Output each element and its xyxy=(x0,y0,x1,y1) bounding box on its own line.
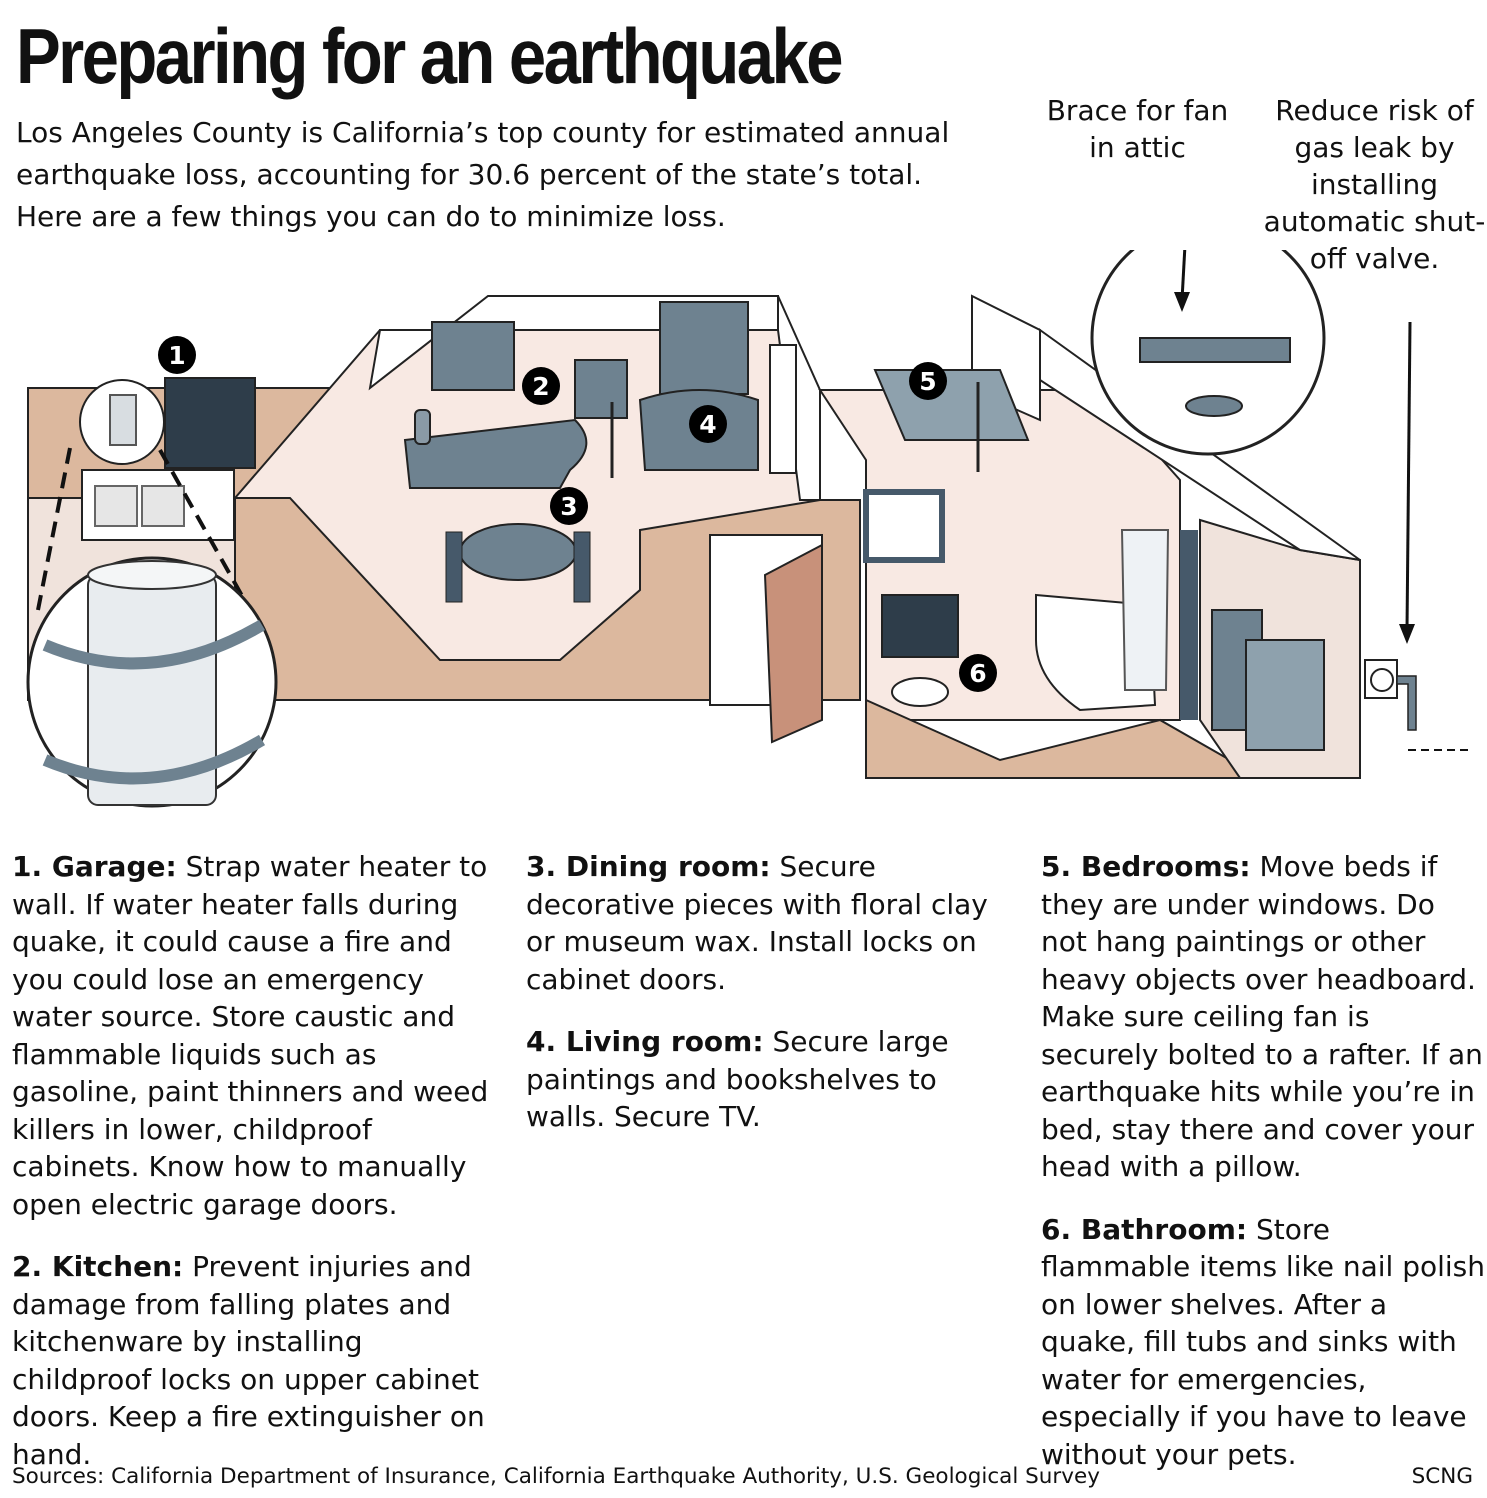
svg-text:5: 5 xyxy=(919,367,937,396)
page-title: Preparing for an earthquake xyxy=(16,12,841,100)
section-heading: 1. Garage: xyxy=(12,850,177,883)
marker-2 xyxy=(522,367,560,405)
shower-curtain xyxy=(1122,530,1168,690)
section-bathroom xyxy=(1041,1211,1487,1474)
text-column-1 xyxy=(12,848,502,1498)
section-heading: 6. Bathroom: xyxy=(1041,1212,1248,1246)
text-column-2 xyxy=(526,848,1016,1161)
dark-edge xyxy=(1180,530,1198,720)
marker-6 xyxy=(959,654,997,692)
garage-cabinet xyxy=(165,378,255,468)
callout-fan-brace: Brace for fan in attic xyxy=(1046,94,1229,164)
vanity xyxy=(882,595,958,657)
toilet xyxy=(892,678,948,706)
house-cutaway-illustration xyxy=(0,250,1487,810)
section-dining xyxy=(526,848,1016,998)
svg-text:6: 6 xyxy=(969,659,987,688)
credit-line: SCNG xyxy=(1411,1464,1473,1489)
tv xyxy=(770,345,796,473)
upper-cabinets xyxy=(432,322,514,390)
svg-text:2: 2 xyxy=(532,372,550,401)
marker-5 xyxy=(909,362,947,400)
section-heading: 3. Dining room: xyxy=(526,850,771,883)
door xyxy=(765,545,822,742)
marker-4 xyxy=(689,405,727,443)
marker-3 xyxy=(550,487,588,525)
section-living xyxy=(526,1023,1016,1136)
section-text: Secure decorative pieces with floral clay or museum wax. Install locks on cabinet doors. xyxy=(526,850,988,996)
marker-1 xyxy=(158,336,196,374)
section-text: Strap water heater to wall. If water heater falls during quake, it could cause a fire and you could lose an emergency water source. Store caustic and flammable liquids such as gasoline, paint thinners and weed killers in lower, childproof cabinets. Know how to manually open electric garage doors. xyxy=(12,850,489,1221)
dryer xyxy=(1246,640,1324,750)
mirror xyxy=(866,492,942,560)
section-garage xyxy=(12,848,502,1223)
section-text: Store flammable items like nail polish on lower shelves. After a quake, fill tubs and sinks with water for emergencies, especially if you have to leave without your pets. xyxy=(1041,1212,1485,1471)
bookshelf xyxy=(660,302,748,394)
dining-table xyxy=(460,524,576,580)
callout-gas-valve: Reduce risk of gas leak by installing automatic shut-off valve. xyxy=(1263,94,1486,275)
section-heading: 5. Bedrooms: xyxy=(1041,850,1251,883)
svg-text:1: 1 xyxy=(168,341,186,370)
section-text: Move beds if they are under windows. Do not hang paintings or other heavy objects over headboard. Make sure ceiling fan is securely bolted to a rafter. If an earthquake hits while you’re in bed, stay there and cover your head with a pillow. xyxy=(1041,850,1483,1183)
intro-text: Los Angeles County is California’s top county for estimated annual earthquake loss, accounting for 30.6 percent of the state’s total. Here are a few things you can do to minimize loss. xyxy=(16,116,950,233)
section-text: Prevent injuries and damage from falling plates and kitchenware by installing childproof locks on upper cabinet doors. Keep a fire extinguisher on hand. xyxy=(12,1250,485,1471)
section-heading: 4. Living room: xyxy=(526,1025,764,1058)
text-column-3 xyxy=(1041,848,1487,1498)
section-kitchen xyxy=(12,1248,502,1473)
sources-line: Sources: California Department of Insurance, California Earthquake Authority, U.S. Geological Survey xyxy=(12,1464,1100,1489)
section-text: Secure large paintings and bookshelves to walls. Secure TV. xyxy=(526,1025,949,1133)
section-bedrooms xyxy=(1041,848,1487,1186)
svg-text:3: 3 xyxy=(560,492,578,521)
section-heading: 2. Kitchen: xyxy=(12,1250,184,1283)
svg-text:4: 4 xyxy=(699,410,717,439)
